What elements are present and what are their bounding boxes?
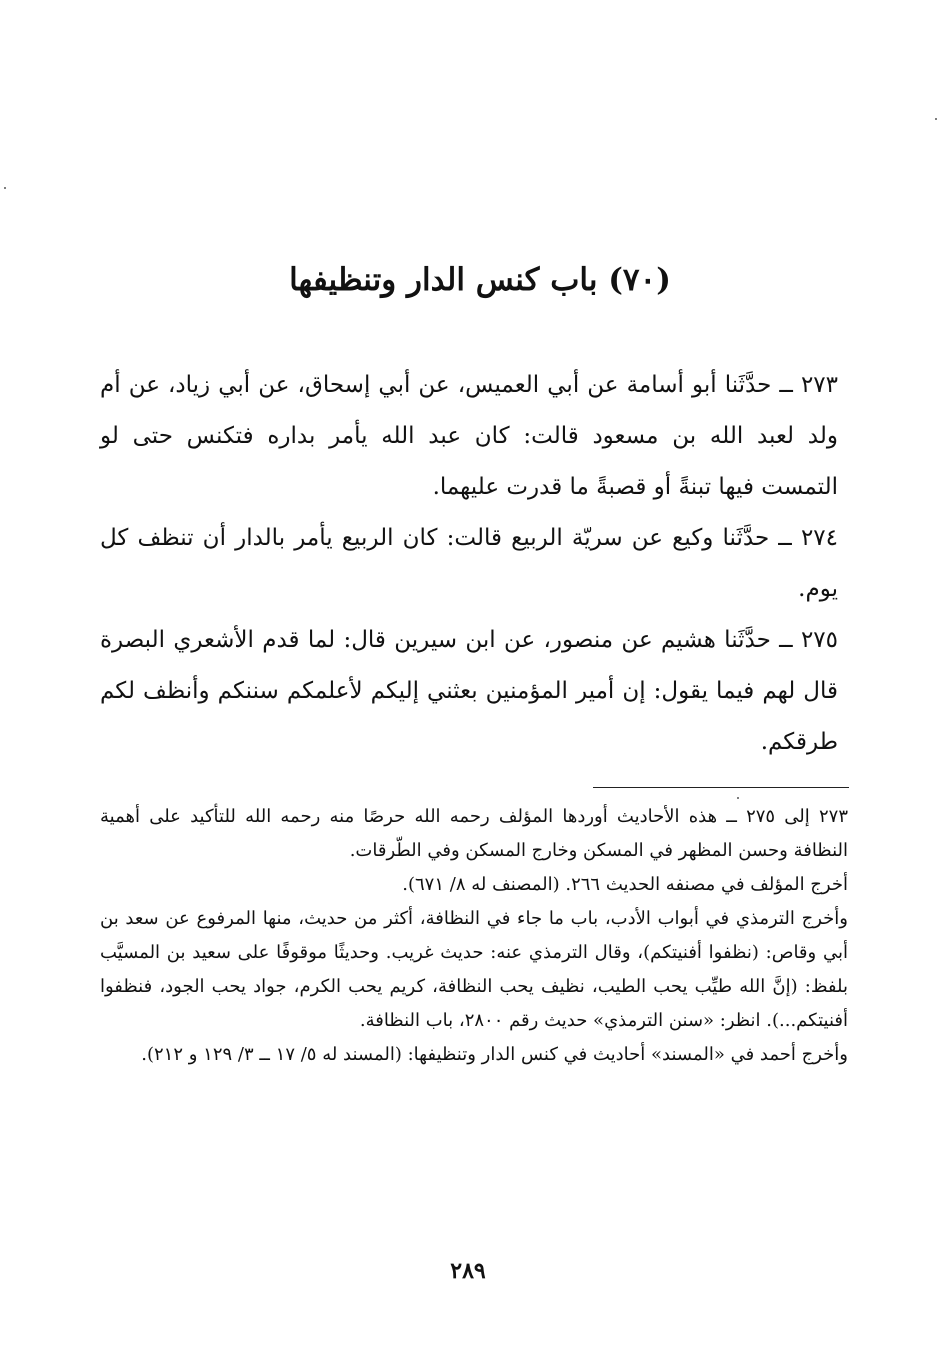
hadith-text	[100, 360, 838, 768]
chapter-heading: (٧٠) باب كنس الدار وتنظيفها	[289, 262, 671, 298]
footnotes	[100, 800, 848, 1072]
page-number: ٢٨٩	[450, 1258, 486, 1284]
footnote-lead: ٢٧٣ إلى ٢٧٥ ــ هذه الأحاديث أوردها المؤلف رحمه الله حرصًا منه رحمه الله للتأكيد على أهمية النظافة وحسن المظهر في المسكن وخارج المسكن وفي الطّرقات.	[100, 806, 848, 861]
hadith-275: ٢٧٥ ــ حدَّثَنا هشيم عن منصور، عن ابن سيرين قال: لما قدم الأشعري البصرة قال لهم فيما يقول: إن أمير المؤمنين بعثني إليكم لأعلمكم سننكم وأنظف لكم طرقكم.	[100, 627, 838, 755]
scan-speck	[737, 797, 739, 799]
footnote-ahmad: وأخرج أحمد في «المسند» أحاديث في كنس الدار وتنظيفها: (المسند له ٥/ ١٧ ــ ٣/ ١٢٩ و ٢١٢).	[141, 1044, 848, 1065]
hadith-274: ٢٧٤ ــ حدَّثَنا وكيع عن سريّة الربيع قالت: كان الربيع يأمر بالدار أن تنظف كل يوم.	[100, 525, 838, 602]
hadith-273: ٢٧٣ ــ حدَّثَنا أبو أسامة عن أبي العميس، عن أبي إسحاق، عن أبي زياد، عن أم ولد لعبد الله بن مسعود قالت: كان عبد الله يأمر بداره فتكنس حتى لو التمست فيها تبنةً أو قصبةً ما قدرت عليهما.	[100, 372, 838, 500]
footnote-separator	[593, 787, 849, 788]
footnote-tirmidhi: وأخرج الترمذي في أبواب الأدب، باب ما جاء في النظافة، أكثر من حديث، منها المرفوع عن سعد بن أبي وقاص: (نظفوا أفنيتكم)، وقال الترمذي عنه: حديث غريب. وحديثًا موقوفًا على سعيد بن المسيَّب بلفظ: (إنَّ الله طيِّب يحب الطيب، نظيف يحب النظافة، كريم يحب الكرم، جواد يحب الجود، فنظفوا أفنيتكم...). انظر: «سنن الترمذي» حديث رقم ٢٨٠٠، باب النظافة.	[100, 908, 848, 1031]
footnote-source: أخرج المؤلف في مصنفه الحديث ٢٦٦. (المصنف له ٨/ ٦٧١).	[402, 874, 848, 895]
scan-speck	[4, 187, 6, 189]
